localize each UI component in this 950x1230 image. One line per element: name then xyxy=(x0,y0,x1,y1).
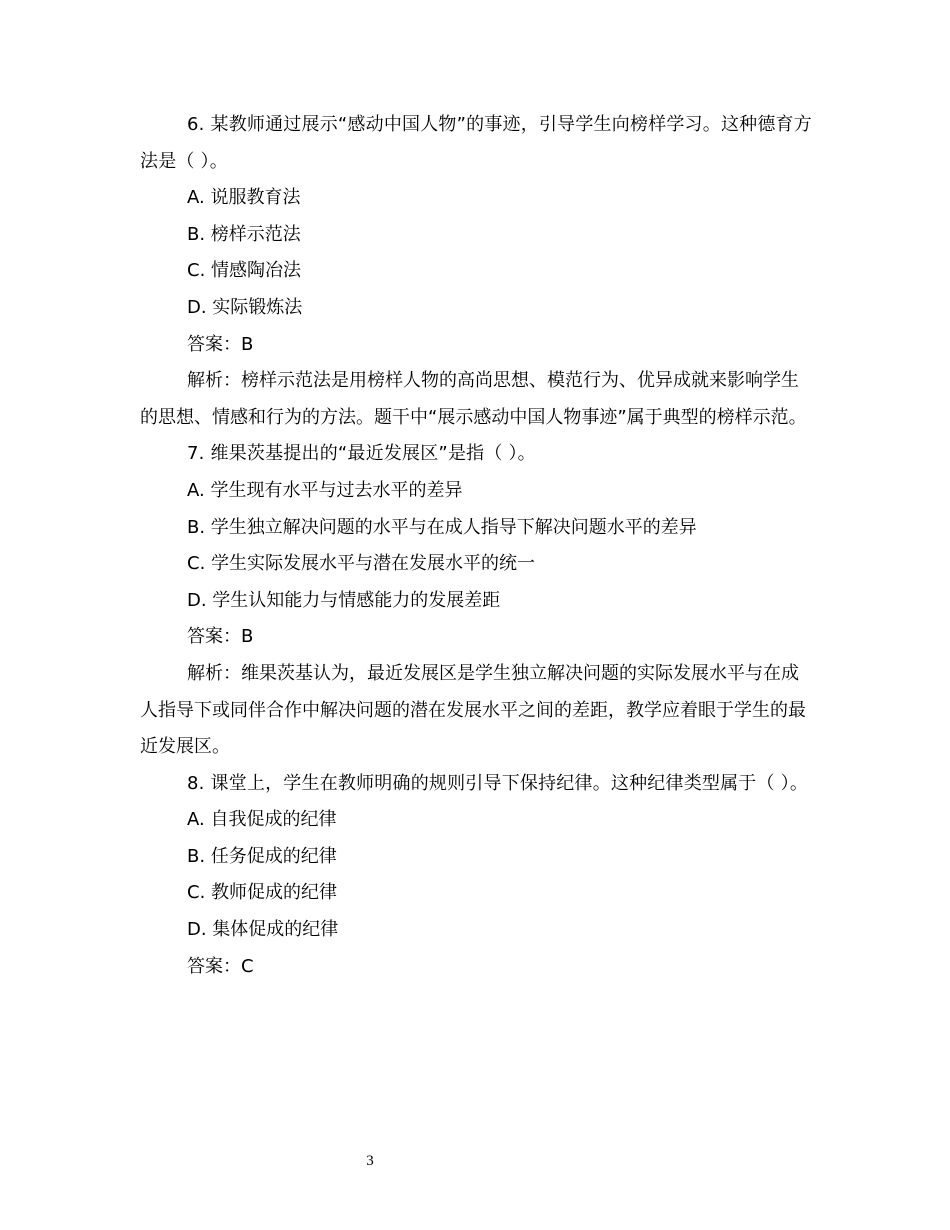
question-6-option-b: B. 榜样示范法 xyxy=(187,223,301,245)
question-6-option-c: C. 情感陶冶法 xyxy=(187,260,302,282)
question-8-option-b: B. 任务促成的纪律 xyxy=(187,845,337,867)
question-8-stem: 8. 课堂上，学生在教师明确的规则引导下保持纪律。这种纪律类型属于（ ）。 xyxy=(187,772,809,794)
question-6-answer: 答案：B xyxy=(187,333,254,355)
page-number: 3 xyxy=(366,1153,374,1169)
document-body xyxy=(140,107,812,985)
question-8-option-a: A. 自我促成的纪律 xyxy=(187,809,337,831)
question-7-option-c: C. 学生实际发展水平与潜在发展水平的统一 xyxy=(187,553,536,575)
question-6-analysis: 解析：榜样示范法是用榜样人物的高尚思想、模范行为、优异成就来影响学生的思想、情感和行为的方法。题干中“展示感动中国人物事迹”属于典型的榜样示范。 xyxy=(140,370,807,428)
question-7-answer: 答案：B xyxy=(187,626,254,648)
question-7-stem: 7. 维果茨基提出的“最近发展区”是指（ ）。 xyxy=(187,443,536,465)
question-8-option-c: C. 教师促成的纪律 xyxy=(187,882,338,904)
question-6-option-d: D. 实际锻炼法 xyxy=(187,296,303,318)
question-7-option-a: A. 学生现有水平与过去水平的差异 xyxy=(187,479,463,501)
question-6-option-a: A. 说服教育法 xyxy=(187,187,301,209)
question-8-answer: 答案：C xyxy=(187,955,254,977)
question-6-stem: 6. 某教师通过展示“感动中国人物”的事迹，引导学生向榜样学习。这种德育方法是（ ）。 xyxy=(140,114,812,172)
question-7-analysis: 解析：维果茨基认为，最近发展区是学生独立解决问题的实际发展水平与在成人指导下或同伴合作中解决问题的潜在发展水平之间的差距，教学应着眼于学生的最近发展区。 xyxy=(140,662,806,758)
question-7-option-b: B. 学生独立解决问题的水平与在成人指导下解决问题水平的差异 xyxy=(187,516,697,538)
question-7-option-d: D. 学生认知能力与情感能力的发展差距 xyxy=(187,589,501,611)
question-8-option-d: D. 集体促成的纪律 xyxy=(187,919,339,941)
